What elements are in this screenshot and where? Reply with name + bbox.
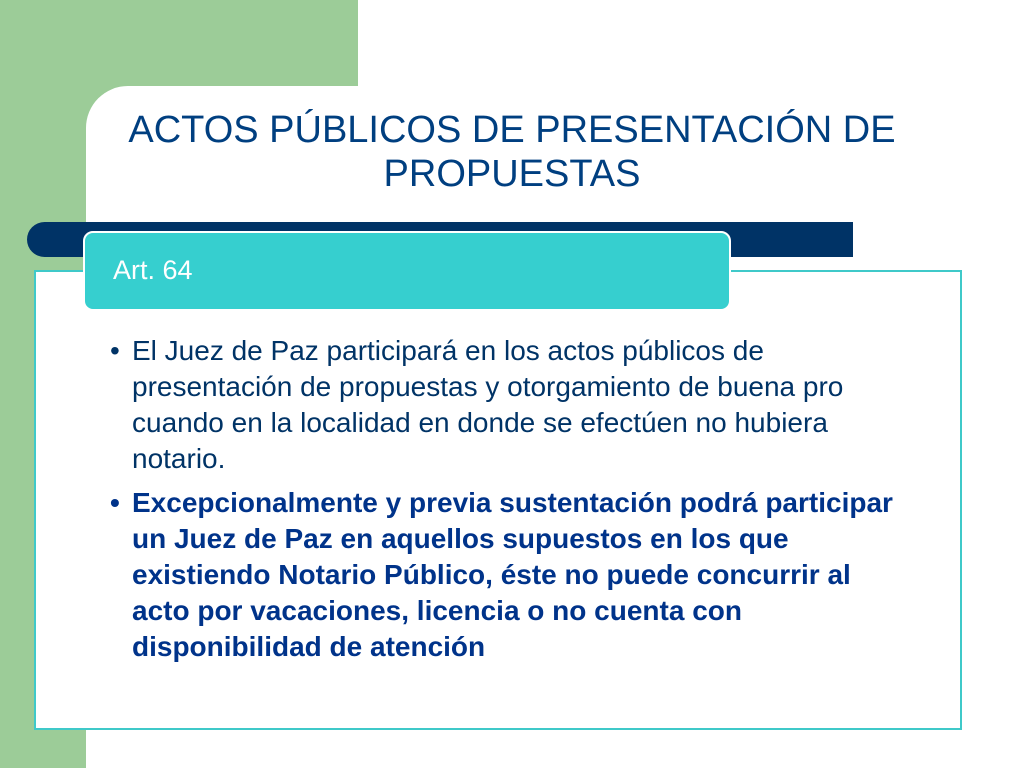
bullet-text: El Juez de Paz participará en los actos públicos de presentación de propuestas y otorgamiento de buena pro cuando en la localidad en donde se efectúen no hubiera notario. [132,335,844,474]
slide-title: ACTOS PÚBLICOS DE PRESENTACIÓN DE PROPUESTAS [128,109,896,195]
bullet-list [110,333,910,673]
bullet-text: Excepcionalmente y previa sustentación podrá participar un Juez de Paz en aquellos supuestos en los que existiendo Notario Público, éste no puede concurrir al acto por vacaciones, licencia o no cuenta con disponibilidad de atención [132,487,893,662]
article-tab-label: Art. 64 [113,255,193,285]
bullet-icon: • [110,487,120,518]
bullet-icon: • [110,335,120,366]
bullet-item [110,333,910,477]
article-tab [83,231,731,311]
bullet-item [110,485,910,665]
